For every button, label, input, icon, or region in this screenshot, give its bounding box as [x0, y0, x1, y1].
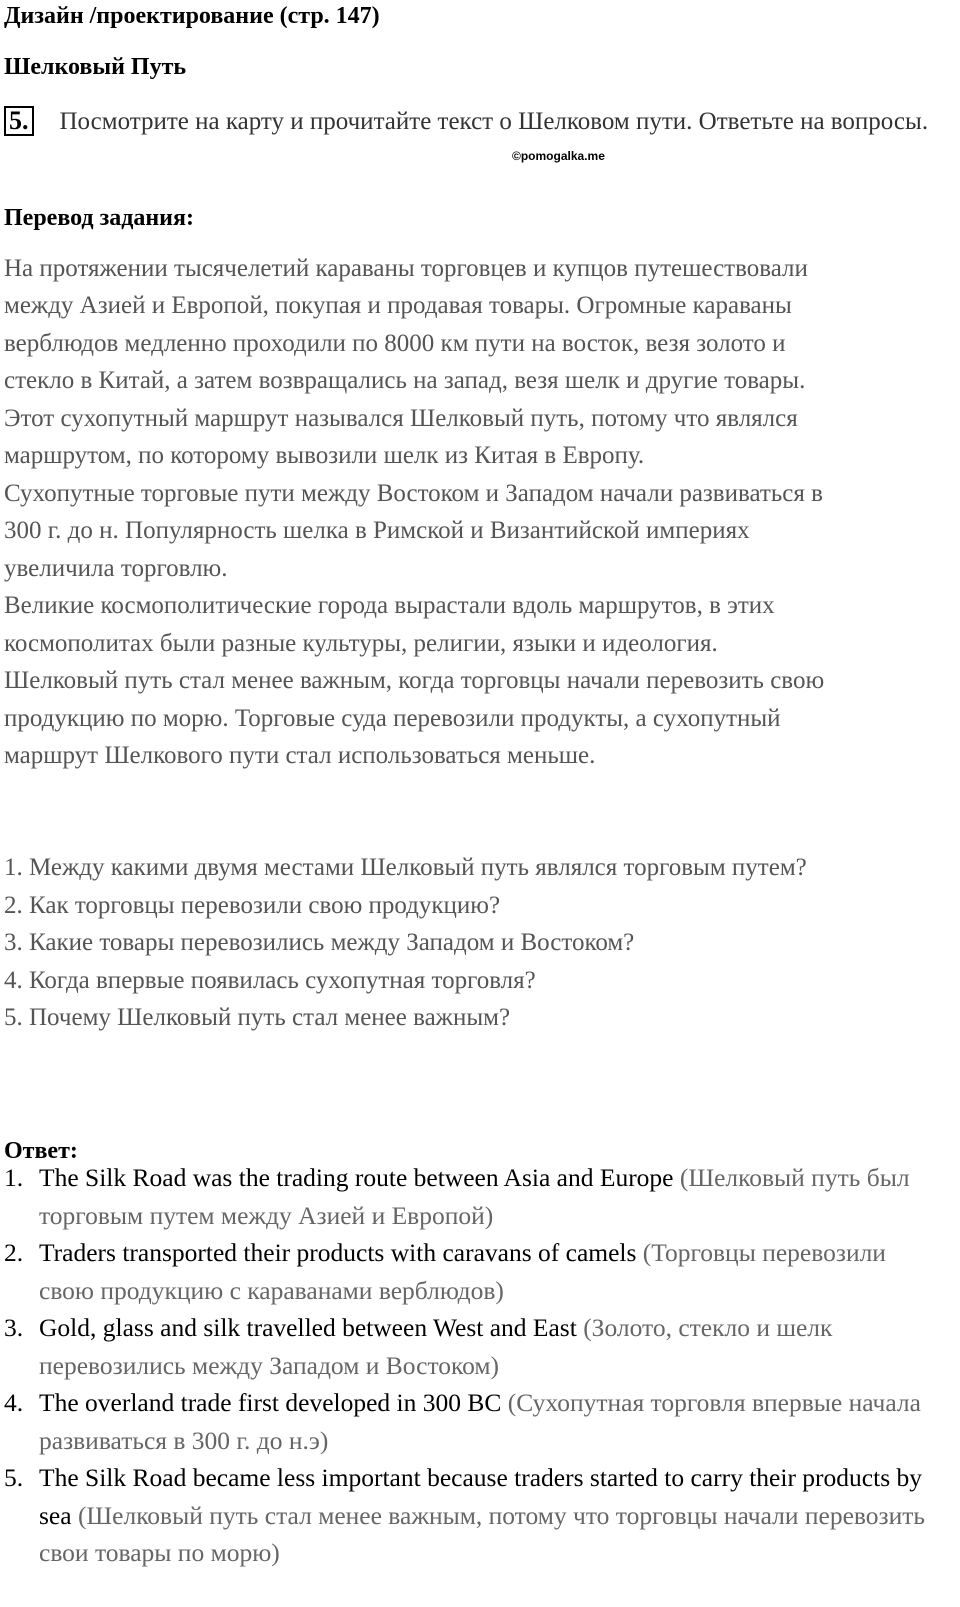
translation-line: На протяжении тысячелетий караваны торговцев и купцов путешествовали — [4, 255, 808, 282]
answer-russian: (Шелковый путь стал менее важным, потому что торговцы начали перевозить свои товары по морю) — [39, 1500, 926, 1567]
task-text: Посмотрите на карту и прочитайте текст о Шелковом пути. Ответьте на вопросы. — [59, 108, 929, 135]
answer-number: 2. — [4, 1238, 24, 1267]
answer-english: The Silk Road was the trading route between Asia and Europe — [39, 1163, 674, 1192]
answer-item — [4, 1159, 939, 1234]
question-item: 2. Как торговцы перевозили свою продукцию? — [4, 892, 501, 919]
answer-number: 5. — [4, 1463, 24, 1492]
page-title: Дизайн /проектирование (стр. 147) — [4, 3, 380, 29]
answer-russian: (Шелковый путь был торговым путем между Азией и Европой) — [39, 1163, 910, 1230]
question-item: 4. Когда впервые появилась сухопутная торговля? — [4, 967, 536, 994]
answer-english: The Silk Road became less important because traders started to carry their products by sea — [39, 1463, 922, 1530]
translation-line: Великие космополитические города вырастали вдоль маршрутов, в этих — [4, 592, 775, 619]
translation-line: Этот сухопутный маршрут назывался Шелковый путь, потому что являлся — [4, 405, 798, 432]
translation-line: верблюдов медленно проходили по 8000 км пути на восток, везя золото и — [4, 330, 786, 357]
answer-number: 3. — [4, 1313, 24, 1342]
answer-item — [4, 1384, 939, 1459]
translation-line: между Азией и Европой, покупая и продавая товары. Огромные караваны — [4, 292, 792, 319]
translation-heading: Перевод задания: — [4, 205, 194, 231]
answer-item — [4, 1309, 939, 1384]
answer-number: 4. — [4, 1388, 24, 1417]
translation-line: маршрут Шелкового пути стал использоваться меньше. — [4, 742, 596, 769]
translation-line: увеличила торговлю. — [4, 555, 228, 582]
translation-line: Сухопутные торговые пути между Востоком и Западом начали развиваться в — [4, 480, 823, 507]
question-item: 5. Почему Шелковый путь стал менее важным? — [4, 1004, 511, 1031]
answer-english: Traders transported their products with caravans of camels — [39, 1238, 637, 1267]
answer-heading: Ответ: — [4, 1138, 78, 1164]
answer-english: Gold, glass and silk travelled between West and East — [39, 1313, 577, 1342]
translation-line: продукцию по морю. Торговые суда перевозили продукты, а сухопутный — [4, 705, 781, 732]
answer-number: 1. — [4, 1163, 24, 1192]
task-statement — [4, 103, 944, 141]
answer-russian: (Золото, стекло и шелк перевозились между Западом и Востоком) — [39, 1313, 833, 1380]
translation-line: космополитах были разные культуры, религии, языки и идеология. — [4, 630, 718, 657]
question-item: 1. Между какими двумя местами Шелковый путь являлся торговым путем? — [4, 854, 807, 881]
task-number: 5. — [4, 106, 34, 136]
answer-russian: (Сухопутная торговля впервые начала развиваться в 300 г. до н.э) — [39, 1388, 921, 1455]
translation-line: стекло в Китай, а затем возвращались на запад, везя шелк и другие товары. — [4, 367, 806, 394]
translation-line: маршрутом, по которому вывозили шелк из Китая в Европу. — [4, 442, 645, 469]
answer-item — [4, 1459, 939, 1572]
watermark: ©pomogalka.me — [512, 149, 605, 163]
answer-english: The overland trade first developed in 300 BC — [39, 1388, 502, 1417]
translation-line: Шелковый путь стал менее важным, когда торговцы начали перевозить свою — [4, 667, 825, 694]
answer-russian: (Торговцы перевозили свою продукцию с караванами верблюдов) — [39, 1238, 886, 1305]
question-item: 3. Какие товары перевозились между Западом и Востоком? — [4, 929, 635, 956]
answer-item — [4, 1234, 939, 1309]
translation-line: 300 г. до н. Популярность шелка в Римской и Византийской империях — [4, 517, 750, 544]
section-title: Шелковый Путь — [4, 54, 187, 80]
